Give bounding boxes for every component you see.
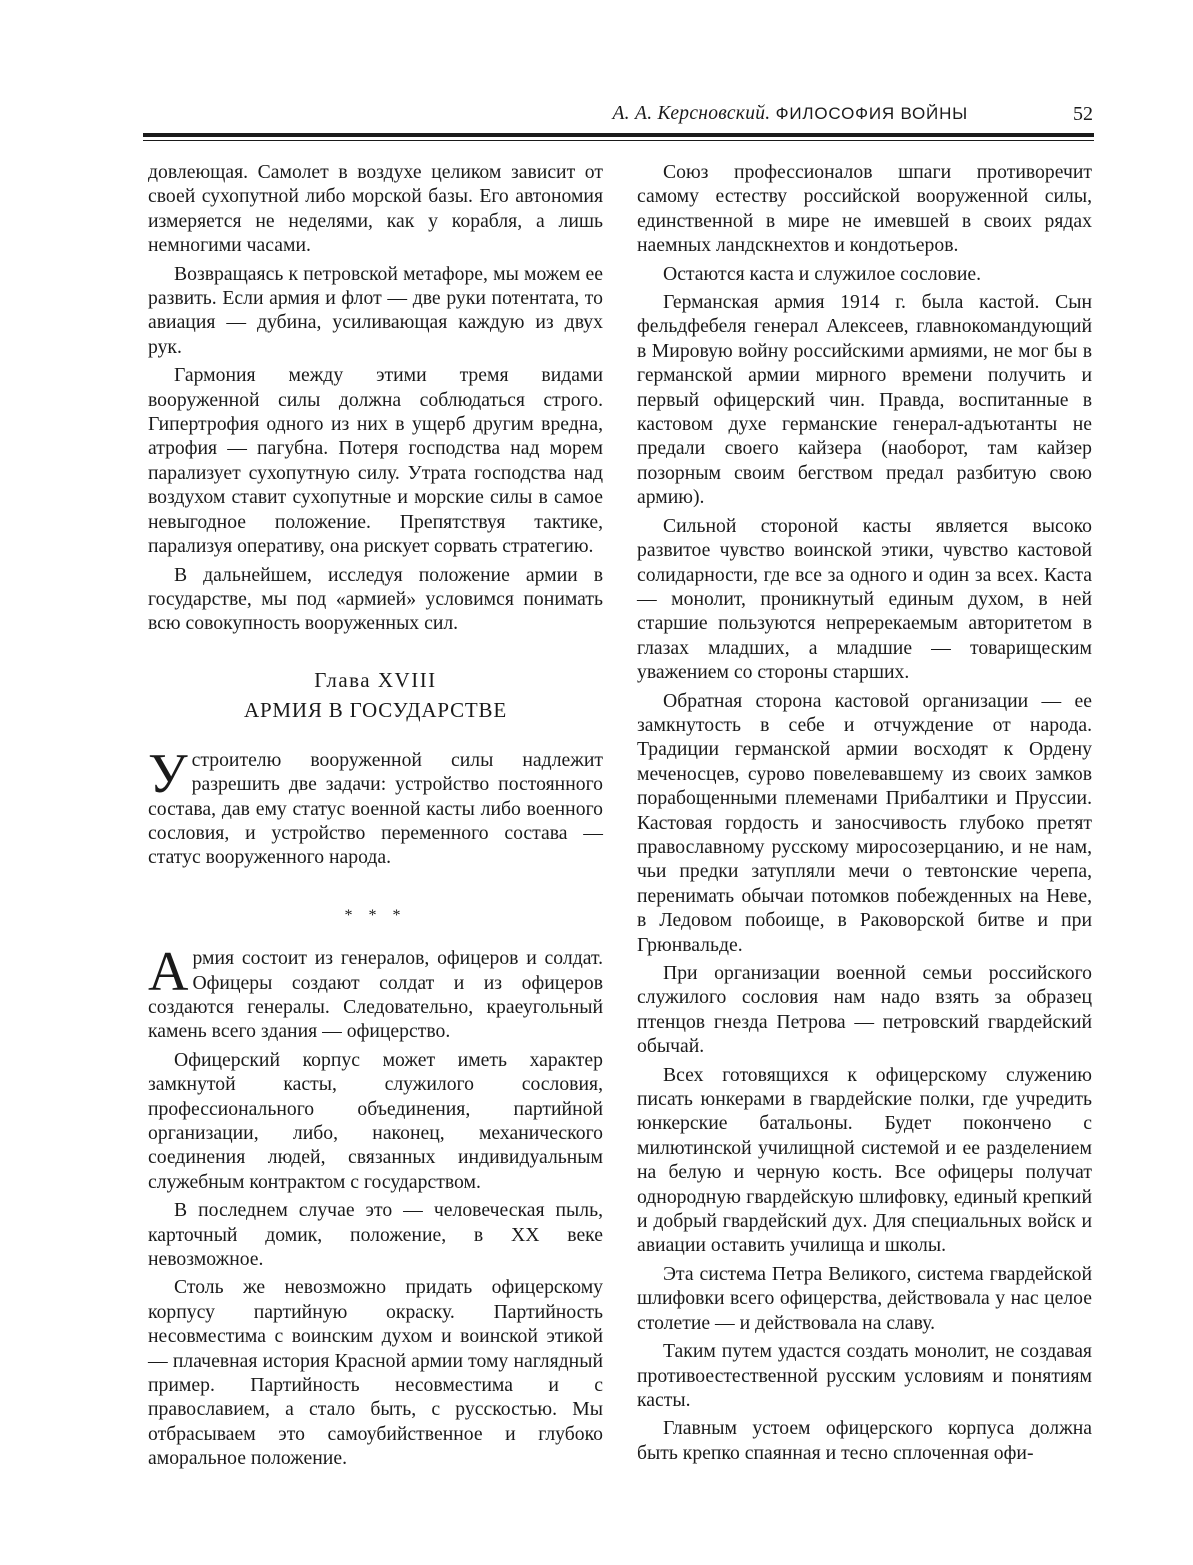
- drop-cap: А: [148, 941, 189, 1004]
- paragraph: Союз профессионалов шпаги противоречит самому естеству российской вооруженной силы, единственной в мире не имевшей в своих рядах наемных ландскнехтов и кондотьеров.: [637, 161, 1092, 257]
- intro-text: строителю вооруженной силы надлежит разрешить две задачи: устройство постоянного состава, дав ему статус военной касты либо военного сословия, и устройство переменного состава — статус вооруженного народа.: [148, 748, 603, 869]
- paragraph: Таким путем удастся создать монолит, не создавая противоестественной русским условиям и понятиям касты.: [637, 1340, 1092, 1411]
- chapter-number: Глава XVIII: [314, 667, 437, 692]
- header-title-line: [148, 101, 968, 127]
- chapter-intro-paragraph: [148, 742, 603, 870]
- running-header: [148, 101, 1093, 131]
- paragraph: При организации военной семьи российского служилого сословия нам надо взять за образец птенцов гнезда Петрова — петровский гвардейский обычай.: [637, 962, 1092, 1058]
- section-separator: * * *: [344, 906, 407, 924]
- section-first-paragraph: [148, 941, 603, 1044]
- header-author: А. А. Керсновский.: [612, 103, 771, 124]
- paragraph: Сильной стороной касты является высоко развитое чувство воинской этики, чувство кастовой солидарности, где все за одного и один за всех. Каста — монолит, проникнутый единым духом, в ней старшие пользуются непререкаемым авторитетом в глазах младших, а младшие — товарищеским уважением со стороны старших.: [637, 514, 1092, 684]
- paragraph: Главным устоем офицерского корпуса должна быть крепко спаянная и тесно сплоченная офи-: [637, 1417, 1092, 1464]
- header-rule-thin: [143, 140, 1094, 141]
- paragraph: В дальнейшем, исследуя положение армии в государстве, мы под «армией» условимся понимать всю совокупность вооруженных сил.: [148, 563, 603, 635]
- paragraph: Гармония между этими тремя видами вооруженной силы должна соблюдаться строго. Гипертрофия одного из них в ущерб другим вредна, атрофия — пагубна. Потеря господства над морем парализует сухопутную силу. Утрата господства над воздухом ставит сухопутные и морские силы в самое невыгодное положение. Препятствуя тактике, парализуя оперативу, она рискует сорвать стратегию.: [148, 364, 603, 558]
- paragraph: Офицерский корпус может иметь характер замкнутой касты, служилого сословия, профессионального объединения, партийной организации, либо, наконец, механического соединения людей, связанных индивидуальным служебным контрактом с государством.: [148, 1048, 603, 1193]
- chapter-title: АРМИЯ В ГОСУДАРСТВЕ: [243, 697, 507, 722]
- chapter-heading: [148, 666, 603, 726]
- paragraph: Возвращаясь к петровской метафоре, мы можем ее развить. Если армия и флот — две руки потентата, то авиация — дубина, усиливающая каждую из двух рук.: [148, 262, 603, 358]
- paragraph: Обратная сторона кастовой организации — ее замкнутость в себе и отчуждение от народа. Традиции германской армии восходят к Ордену меченосцев, сурово повелевавшему из своих замков порабощенными племенами Прибалтики и Пруссии. Кастовая гордость и заносчивость глубоко претят православному русскому миросозерцанию, и не нам, чьи предки затупляли мечи о тевтонские черепа, перенимать обычаи потомков побежденных на Неве, в Ледовом побоище, в Раковорской битве и при Грюнвальде.: [637, 689, 1092, 956]
- right-column: [637, 160, 1092, 1469]
- page-number: 52: [1073, 103, 1093, 125]
- paragraph: Столь же невозможно придать офицерскому корпусу партийную окраску. Партийность несовместима с воинским духом и воинской этикой — плачевная история Красной армии тому наглядный пример. Партийность несовместима и с православием, а стало быть, с русскостью. Мы отбрасываем это самоубийственное и глубоко аморальное положение.: [148, 1276, 603, 1470]
- paragraph: Германская армия 1914 г. была кастой. Сын фельдфебеля генерал Алексеев, главнокомандующий в Мировую войну российскими армиями, не мог бы в германской армии мирного времени получить и первый офицерский чин. Правда, воспитанные в кастовом духе германские генерал-адъютанты не предали своего кайзера (наоборот, там кайзер позорным своим бегством предал разбитую свою армию).: [637, 291, 1092, 509]
- paragraph: довлеющая. Самолет в воздухе целиком зависит от своей сухопутной либо морской базы. Его автономия измеряется не неделями, как у корабля, а лишь немногими часами.: [148, 161, 603, 257]
- paragraph: Остаются каста и служилое сословие.: [663, 262, 982, 285]
- header-book-title: ФИЛОСОФИЯ ВОЙНЫ: [775, 104, 968, 123]
- paragraph: Всех готовящихся к офицерскому служению писать юнкерами в гвардейские полки, где учредить юнкерские батальоны. Будет покончено с милютинской училищной системой и ее разделением на белую и черную кость. Все офицеры получат однородную гвардейскую шлифовку, единый крепкий и добрый гвардейский дух. Для специальных войск и авиации оставить училища и школы.: [637, 1063, 1092, 1257]
- drop-cap: У: [148, 742, 188, 805]
- paragraph: В последнем случае это — человеческая пыль, карточный домик, положение, в XX веке невозможное.: [148, 1199, 603, 1271]
- left-column: [148, 160, 603, 1475]
- section-text: рмия состоит из генералов, офицеров и солдат. Офицеры создают солдат и из офицеров создаются генералы. Следовательно, краеугольный камень всего здания — офицерство.: [148, 947, 603, 1043]
- paragraph: Эта система Петра Великого, система гвардейской шлифовки всего офицерства, действовала у нас целое столетие — и действовала на славу.: [637, 1262, 1092, 1334]
- header-rule-thick: [143, 133, 1094, 137]
